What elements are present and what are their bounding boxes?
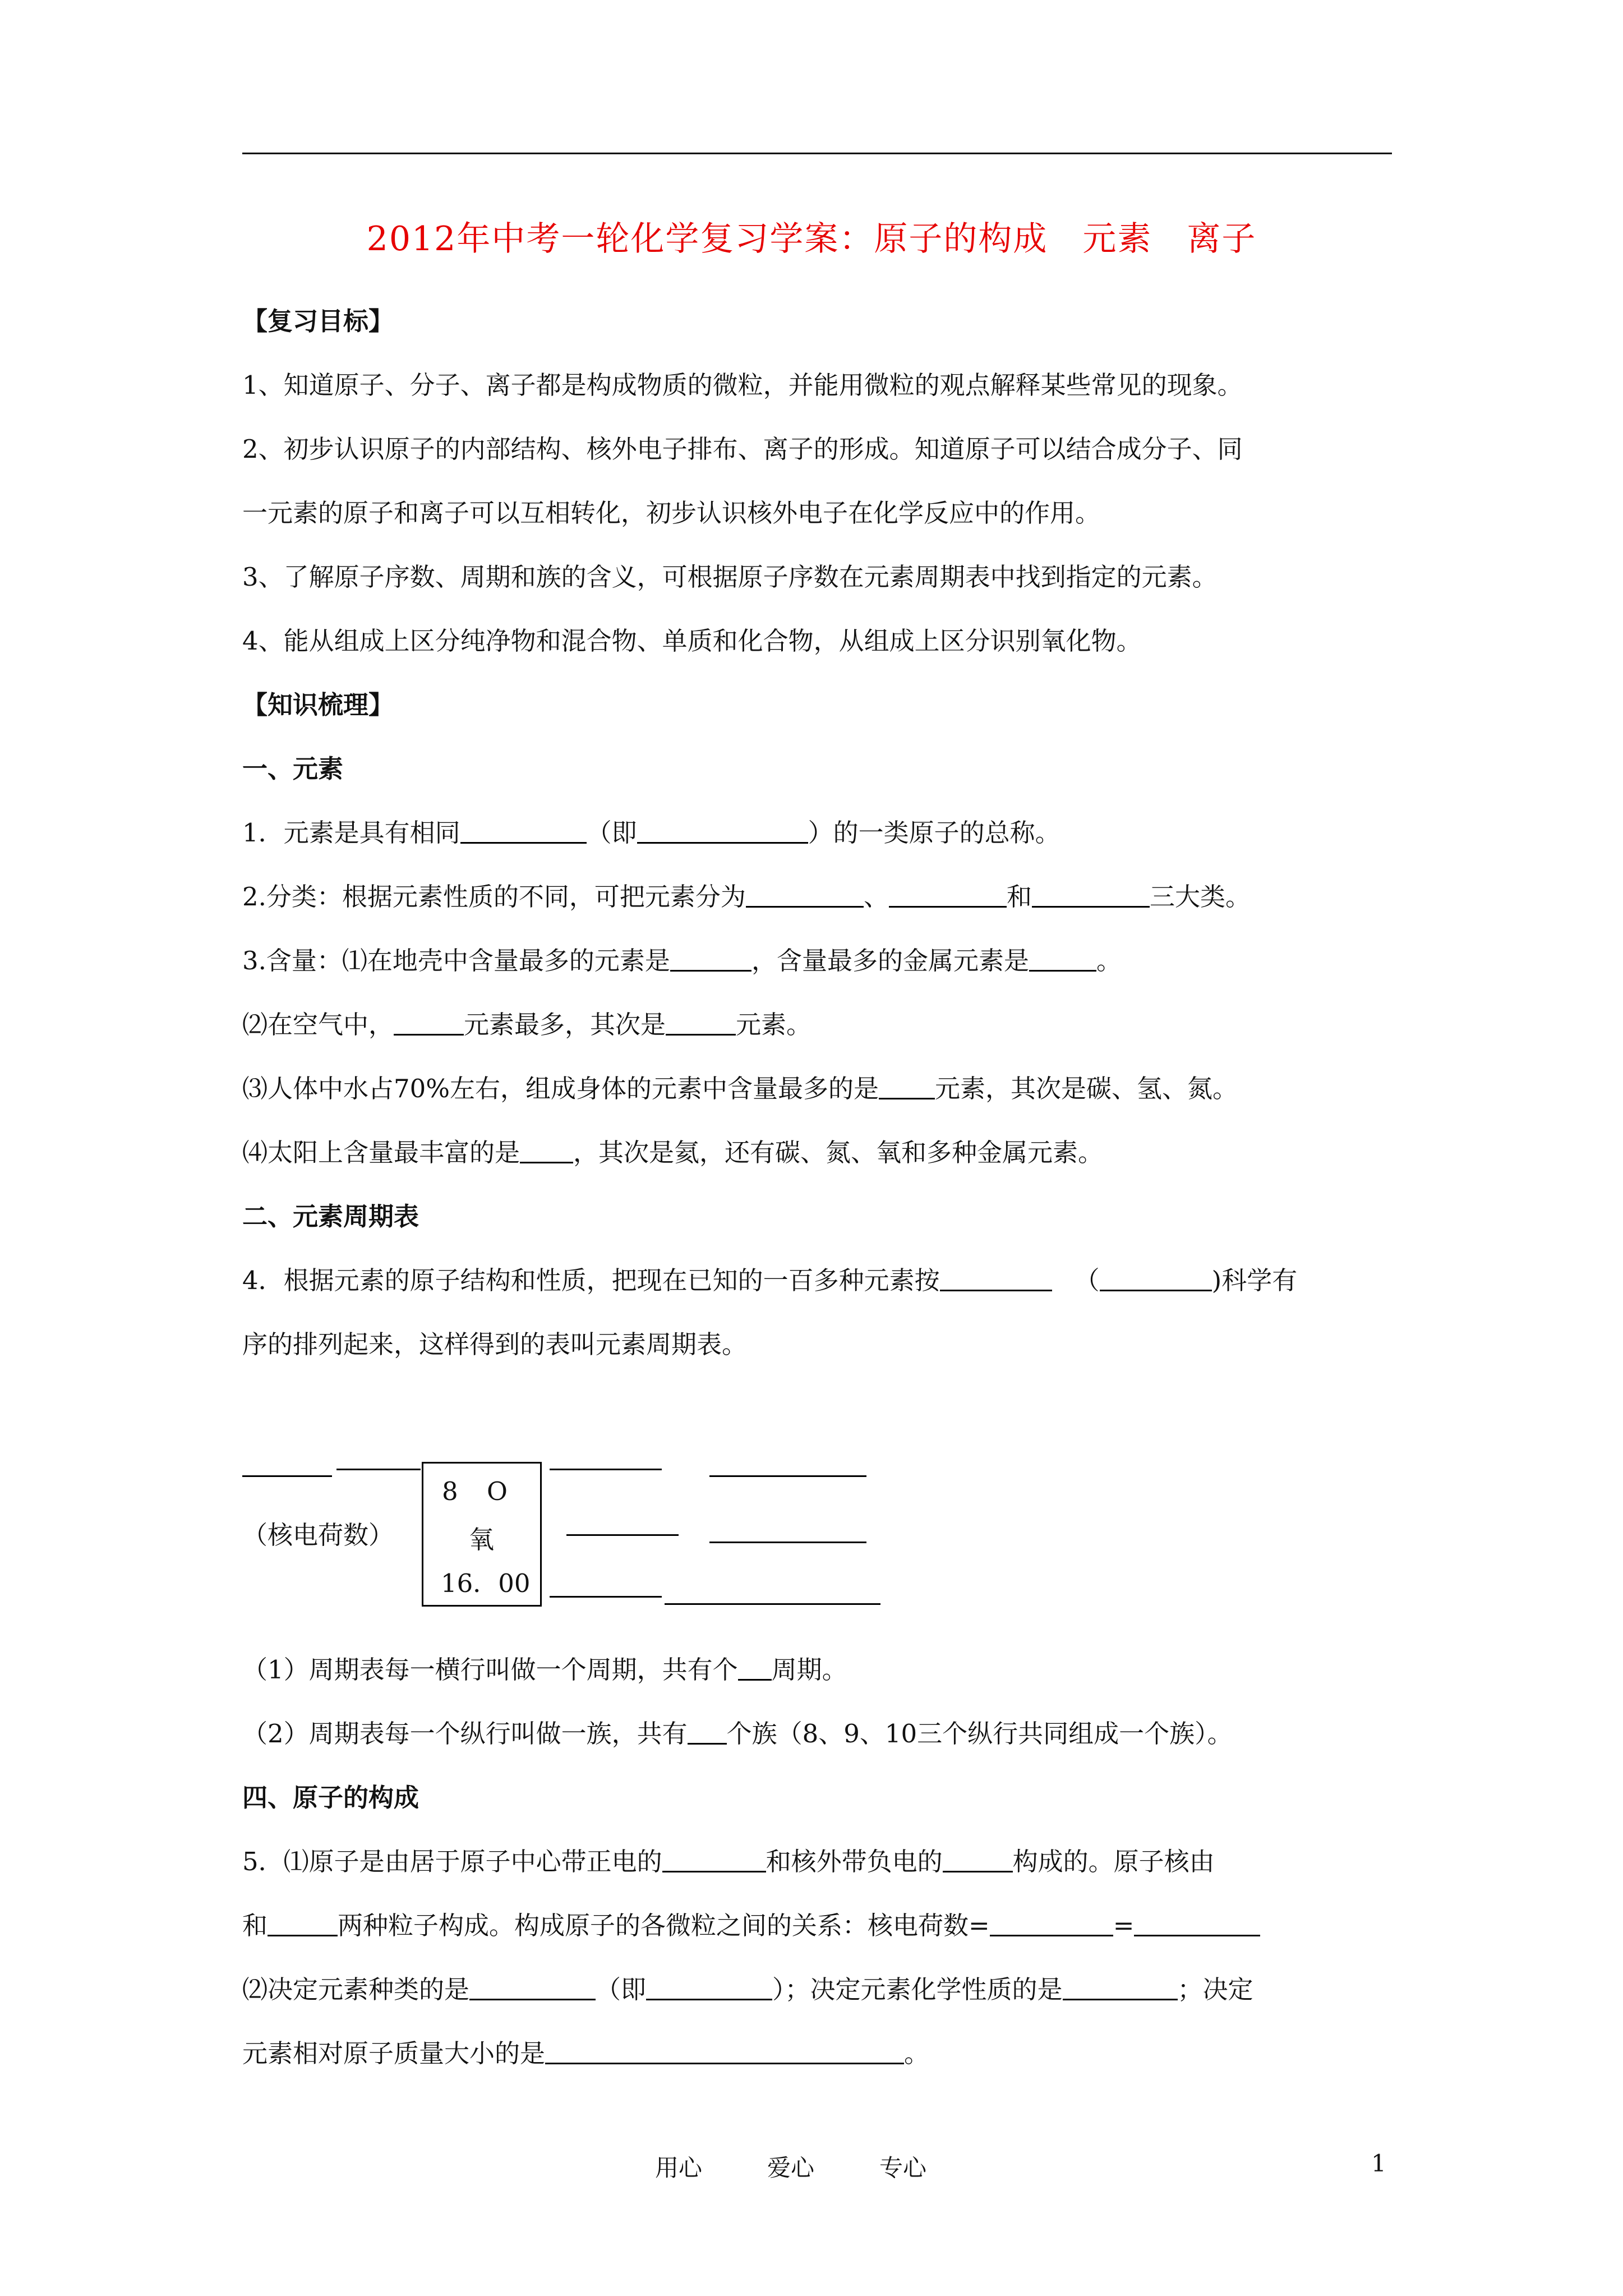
- q5-4-text-a: 元素相对原子质量大小的是: [242, 2039, 546, 2068]
- group-note: [242, 1713, 1233, 1750]
- q3-2-text-c: 元素。: [736, 1010, 812, 1039]
- question-1: [242, 812, 1061, 849]
- goal-item-2a: 2、初步认识原子的内部结构、核外电子排布、离子的形成。知道原子可以结合成分子、同: [242, 434, 1243, 464]
- answer-blank[interactable]: [943, 1848, 1013, 1872]
- answer-blank[interactable]: [268, 1912, 338, 1936]
- nuclear-charge-label: （核电荷数）: [242, 1520, 394, 1550]
- question-3-3: [242, 1068, 1238, 1105]
- q5-4-text-b: 。: [904, 2039, 930, 2068]
- goal-item-3: 3、了解原子序数、周期和族的含义，可根据原子序数在元素周期表中找到指定的元素。: [242, 562, 1218, 592]
- q3-2-text-b: 元素最多，其次是: [464, 1010, 666, 1039]
- answer-blank[interactable]: [879, 1075, 935, 1099]
- question-4-cont: 序的排列起来，这样得到的表叫元素周期表。: [242, 1329, 748, 1359]
- answer-blank[interactable]: [746, 884, 864, 908]
- element-name: 氧: [469, 1525, 495, 1554]
- section-elements-heading: 一、元素: [242, 754, 344, 784]
- q3-4-text-a: ⑷太阳上含量最丰富的是: [242, 1138, 520, 1167]
- review-goals-heading: 【复习目标】: [242, 306, 394, 336]
- q2-text-b: 、: [863, 882, 889, 912]
- page-number: 1: [1371, 2150, 1386, 2177]
- q3-3-text-b: 元素，其次是碳、氢、氮。: [935, 1074, 1238, 1103]
- answer-blank[interactable]: [889, 884, 1007, 908]
- period-note-text-b: 周期。: [771, 1655, 847, 1685]
- answer-blank[interactable]: [545, 2040, 904, 2064]
- question-5-2: [242, 1905, 1260, 1941]
- answer-blank[interactable]: [1134, 1912, 1260, 1936]
- period-note: [242, 1649, 847, 1686]
- answer-blank[interactable]: [242, 1475, 332, 1477]
- q3-2-text-a: ⑵在空气中，: [242, 1010, 394, 1039]
- footer-motto-3: 专心: [879, 2154, 927, 2182]
- knowledge-heading: 【知识梳理】: [242, 690, 394, 720]
- goal-item-4: 4、能从组成上区分纯净物和混合物、单质和化合物，从组成上区分识别氧化物。: [242, 626, 1142, 656]
- answer-blank[interactable]: [1032, 884, 1150, 908]
- q2-text-c: 和: [1006, 882, 1032, 912]
- q5-1-text-a: 5．⑴原子是由居于原子中心带正电的: [242, 1847, 662, 1876]
- answer-blank[interactable]: [394, 1011, 464, 1036]
- goal-item-1: 1、知道原子、分子、离子都是构成物质的微粒，并能用微粒的观点解释某些常见的现象。: [242, 370, 1243, 400]
- pointer-line: [550, 1596, 662, 1598]
- answer-blank[interactable]: [1029, 947, 1096, 972]
- goal-item-2b: 一元素的原子和离子可以互相转化，初步认识核外电子在化学反应中的作用。: [242, 498, 1101, 528]
- section-periodic-table-heading: 二、元素周期表: [242, 1202, 419, 1231]
- answer-blank[interactable]: [520, 1139, 573, 1163]
- q3-text-b: ，含量最多的金属元素是: [751, 946, 1029, 976]
- answer-blank[interactable]: [460, 820, 587, 844]
- answer-blank[interactable]: [1063, 1976, 1178, 2000]
- q1-text-a: 1．元素是具有相同: [242, 818, 460, 848]
- answer-blank[interactable]: [990, 1912, 1113, 1936]
- question-5-3: [242, 1969, 1253, 2005]
- answer-blank[interactable]: [666, 1011, 736, 1036]
- answer-blank[interactable]: [646, 1976, 772, 2000]
- element-symbol: O: [487, 1476, 508, 1506]
- q5-2-text-a: 和: [242, 1911, 268, 1940]
- q5-1-text-b: 和核外带负电的: [766, 1847, 943, 1876]
- q4-text-b: （: [1074, 1266, 1100, 1295]
- q5-2-text-b: 两种粒子构成。构成原子的各微粒之间的关系：核电荷数=: [338, 1911, 990, 1940]
- q1-text-b: （即: [586, 818, 637, 848]
- footer-motto-1: 用心: [655, 2154, 703, 2182]
- q5-1-text-c: 构成的。原子核由: [1012, 1847, 1215, 1876]
- q5-3-text-b: （即: [596, 1975, 647, 2004]
- question-4: [242, 1260, 1297, 1296]
- footer-motto-2: 爱心: [767, 2154, 815, 2182]
- question-5-1: [242, 1841, 1215, 1878]
- q5-2-text-c: =: [1113, 1911, 1135, 1940]
- q4-text-c: )科学有: [1211, 1266, 1298, 1295]
- pointer-line: [550, 1469, 662, 1470]
- answer-blank[interactable]: [738, 1657, 772, 1681]
- group-note-text-b: 个族（8、9、10三个纵行共同组成一个族）。: [726, 1719, 1233, 1749]
- pointer-line: [566, 1534, 679, 1536]
- q5-3-text-d: ；决定: [1177, 1975, 1253, 2004]
- question-5-4: [242, 2033, 929, 2069]
- q2-text-a: 2.分类：根据元素性质的不同，可把元素分为: [242, 882, 746, 912]
- q4-text-a: 4．根据元素的原子结构和性质，把现在已知的一百多种元素按: [242, 1266, 940, 1295]
- period-note-text-a: （1）周期表每一横行叫做一个周期，共有个: [242, 1655, 738, 1685]
- pointer-line: [336, 1469, 421, 1470]
- q3-3-text-a: ⑶人体中水占70%左右，组成身体的元素中含量最多的是: [242, 1074, 879, 1103]
- answer-blank[interactable]: [1100, 1267, 1212, 1291]
- question-3-2: [242, 1004, 811, 1041]
- question-3-4: [242, 1132, 1103, 1168]
- answer-blank[interactable]: [670, 947, 751, 972]
- answer-blank[interactable]: [469, 1976, 596, 2000]
- q3-text-c: 。: [1096, 946, 1122, 976]
- header-rule: [242, 153, 1392, 154]
- answer-blank[interactable]: [940, 1267, 1052, 1291]
- page-title: 2012年中考一轮化学复习学案：原子的构成 元素 离子: [366, 219, 1257, 259]
- q3-text-a: 3.含量：⑴在地壳中含量最多的元素是: [242, 946, 670, 976]
- question-2: [242, 876, 1251, 913]
- q1-text-c: ）的一类原子的总称。: [808, 818, 1061, 848]
- section-atom-structure-heading: 四、原子的构成: [242, 1783, 419, 1812]
- answer-blank[interactable]: [709, 1475, 866, 1477]
- answer-blank[interactable]: [688, 1720, 727, 1745]
- q2-text-d: 三大类。: [1149, 882, 1251, 912]
- group-note-text-a: （2）周期表每一个纵行叫做一族，共有: [242, 1719, 688, 1749]
- q5-3-text-a: ⑵决定元素种类的是: [242, 1975, 470, 2004]
- atomic-number: 8: [442, 1476, 458, 1506]
- atomic-mass: 16．00: [441, 1568, 531, 1598]
- q5-3-text-c: ）；决定元素化学性质的是: [772, 1975, 1063, 2004]
- answer-blank[interactable]: [665, 1603, 880, 1605]
- answer-blank[interactable]: [709, 1542, 866, 1543]
- q3-4-text-b: ，其次是氦，还有碳、氮、氧和多种金属元素。: [573, 1138, 1104, 1167]
- answer-blank[interactable]: [637, 820, 808, 844]
- answer-blank[interactable]: [662, 1848, 766, 1872]
- question-3: [242, 940, 1122, 977]
